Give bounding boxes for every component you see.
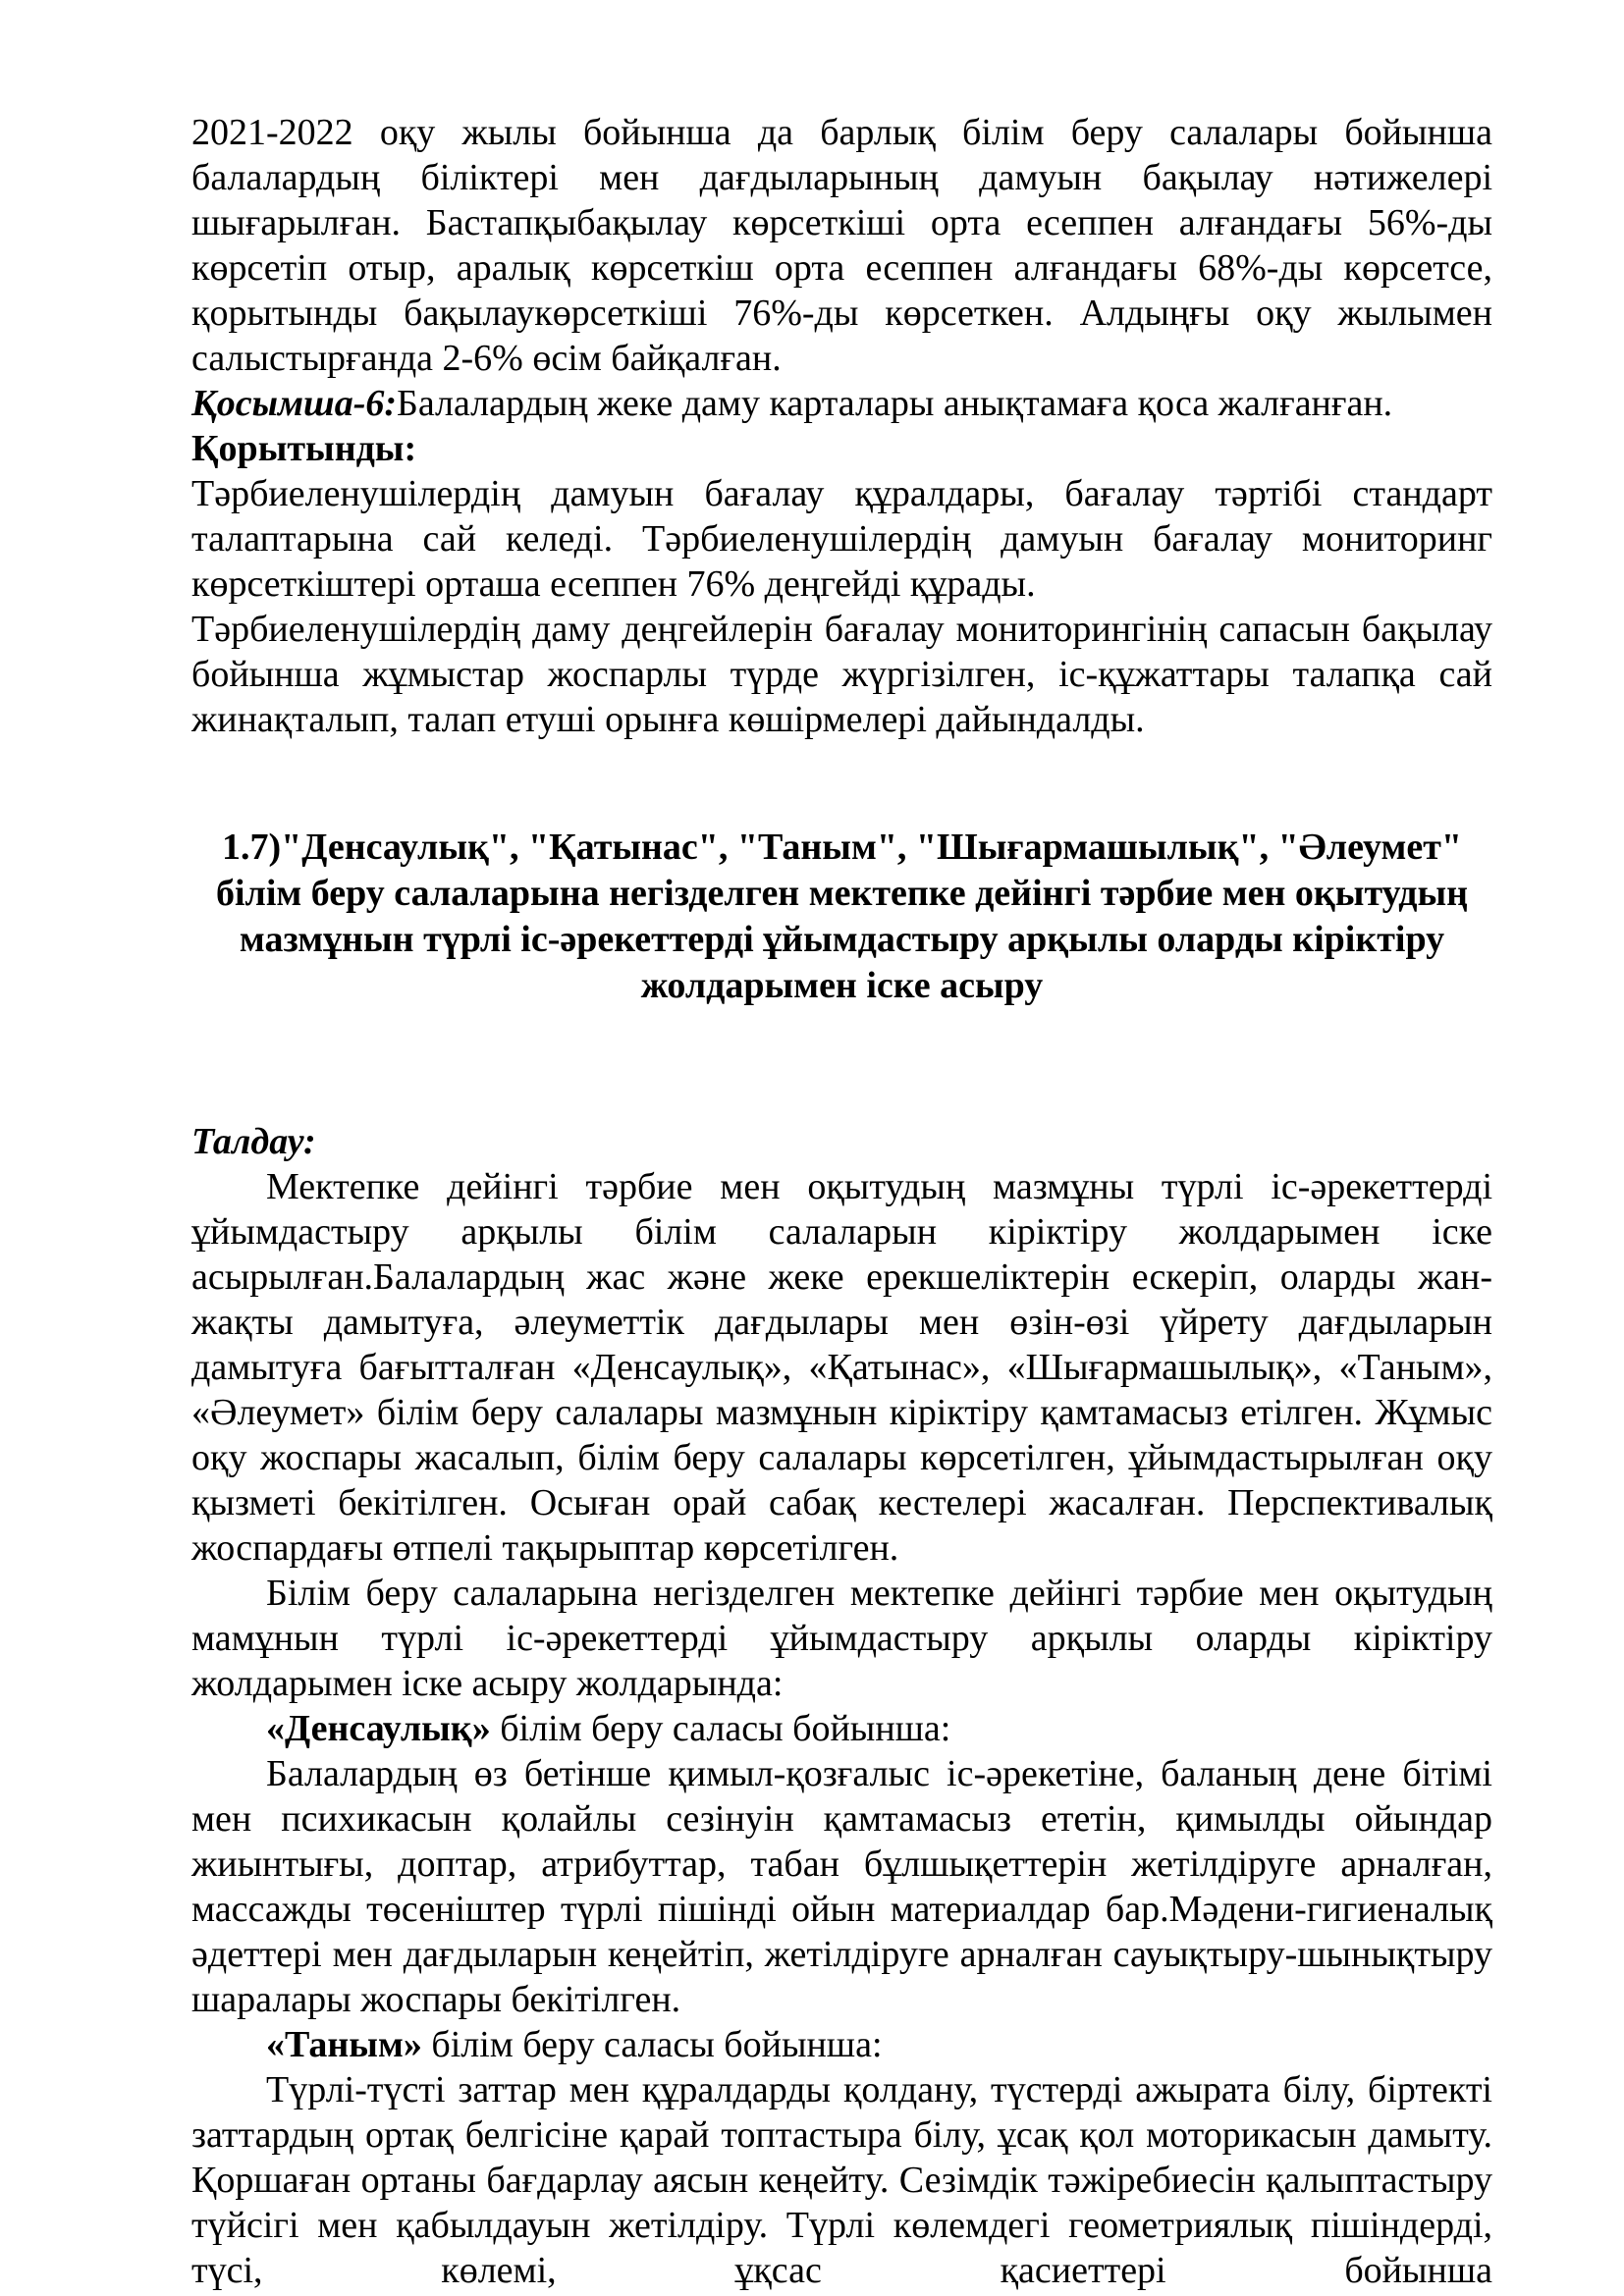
paragraph-health: Балалардың өз бетінше қимыл-қозғалыс іс-әрекетіне, баланың дене бітімі мен психикасын қолайлы сезінуін қамтамасыз ететін, қимылды ойындар жиынтығы, доптар, атрибуттар, табан бұлшықеттерін жетілдіруге арналған, массажды төсеніштер түрлі пішінді ойын материалдар бар.Мәдени-гигиеналық әдеттері мен дағдыларын кеңейтіп, жетілдіруге арналған сауықтыру-шынықтыру шаралары жоспары бекітілген. (191, 1753, 1492, 2020)
paragraph-cognition: Түрлі-түсті заттар мен құралдарды қолдану, түстерді ажырата білу, біртекті заттардың ортақ белгісіне қарай топтастыра білу, ұсақ қол моторикасын дамыту. Қоршаған ортаны бағдарлау аясын кеңейту. Сезімдік тәжіребиесін қалыптастыру түйсігі мен қабылдауын жетілдіру. Түрлі көлемдегі геометриялық пішіндерді, түсі, көлемі, ұқсас қасиеттері бойынша (191, 2069, 1492, 2291)
appendix-text: Балалардың жеке даму карталары анықтамаға қоса жалғанған. (397, 383, 1393, 424)
paragraph-cognition-area (191, 2022, 1492, 2067)
paragraph-implementation: Мектепке дейінгі тәрбие мен оқытудың мазмұны түрлі іс-әрекеттерді ұйымдастыру арқылы білім салаларын кіріктіру жолдарымен іске асырылған.Балалардың жас және жеке ерекшеліктерін ескеріп, оларды жан-жақты дамытуға, әлеуметтік дағдылары мен өзін-өзі үйрету дағдыларын дамытуға бағытталған «Денсаулық», «Қатынас», «Шығармашылық», «Таным», «Әлеумет» білім беру салалары мазмұнын кіріктіру қамтамасыз етілген. Жұмыс оқу жоспары жасалып, білім беру салалары көрсетілген, ұйымдастырылған оқу қызметі бекітілген. Осыған орай сабақ кестелері жасалған. Перспективалық жоспардағы өтпелі тақырыптар көрсетілген. (191, 1166, 1492, 1569)
paragraph-overview: 2021-2022 оқу жылы бойынша да барлық білім беру салалары бойынша балалардың біліктері мен дағдыларының дамуын бақылау нәтижелері шығарылған. Бастапқыбақылау көрсеткіші орта есеппен алғандағы 56%-ды көрсетіп отыр, аралық көрсеткіш орта есеппен алғандағы 68%-ды көрсетсе, қорытынды бақылаукөрсеткіші 76%-ды көрсеткен. Алдыңғы оқу жылымен салыстырғанда 2-6% өсім байқалған. (191, 112, 1492, 379)
paragraph-directions: Білім беру салаларына негізделген мектепке дейінгі тәрбие мен оқытудың мамұнын түрлі іс-әрекеттерді ұйымдастыру арқылы оларды кіріктіру жолдарымен іске асыру жолдарында: (191, 1573, 1492, 1704)
health-area-label: «Денсаулық» (266, 1708, 491, 1749)
paragraph-assessment: Тәрбиеленушілердің дамуын бағалау құралдары, бағалау тәртібі стандарт талаптарына сай келеді. Тәрбиеленушілердің дамуын бағалау мониторинг көрсеткіштері орташа есеппен 76% деңгейді құрады. (191, 473, 1492, 605)
cognition-area-label: «Таным» (266, 2024, 422, 2065)
conclusion-heading: Қорытынды: (191, 428, 417, 469)
cognition-area-text: білім беру саласы бойынша: (421, 2024, 883, 2065)
paragraph-health-area (191, 1706, 1492, 1751)
analysis-label: Талдау: (191, 1121, 316, 1162)
health-area-text: білім беру саласы бойынша: (490, 1708, 951, 1749)
appendix-label: Қосымша-6: (191, 383, 397, 424)
section-heading: 1.7)"Денсаулық", "Қатынас", "Таным", "Шығармашылық", "Әлеумет" білім беру салаларына негізделген мектепке дейінгі тәрбие мен оқытудың мазмұнын түрлі іс-әрекеттерді ұйымдастыру арқылы оларды кіріктіру жолдарымен іске асыру (215, 827, 1469, 1006)
paragraph-appendix (191, 381, 1492, 426)
paragraph-monitoring: Тәрбиеленушілердің даму деңгейлерін бағалау мониторингінің сапасын бақылау бойынша жұмыстар жоспарлы түрде жүргізілген, іс-құжаттары талапқа сай жинақталып, талап етуші орынға көшірмелері дайындалды. (191, 609, 1492, 740)
